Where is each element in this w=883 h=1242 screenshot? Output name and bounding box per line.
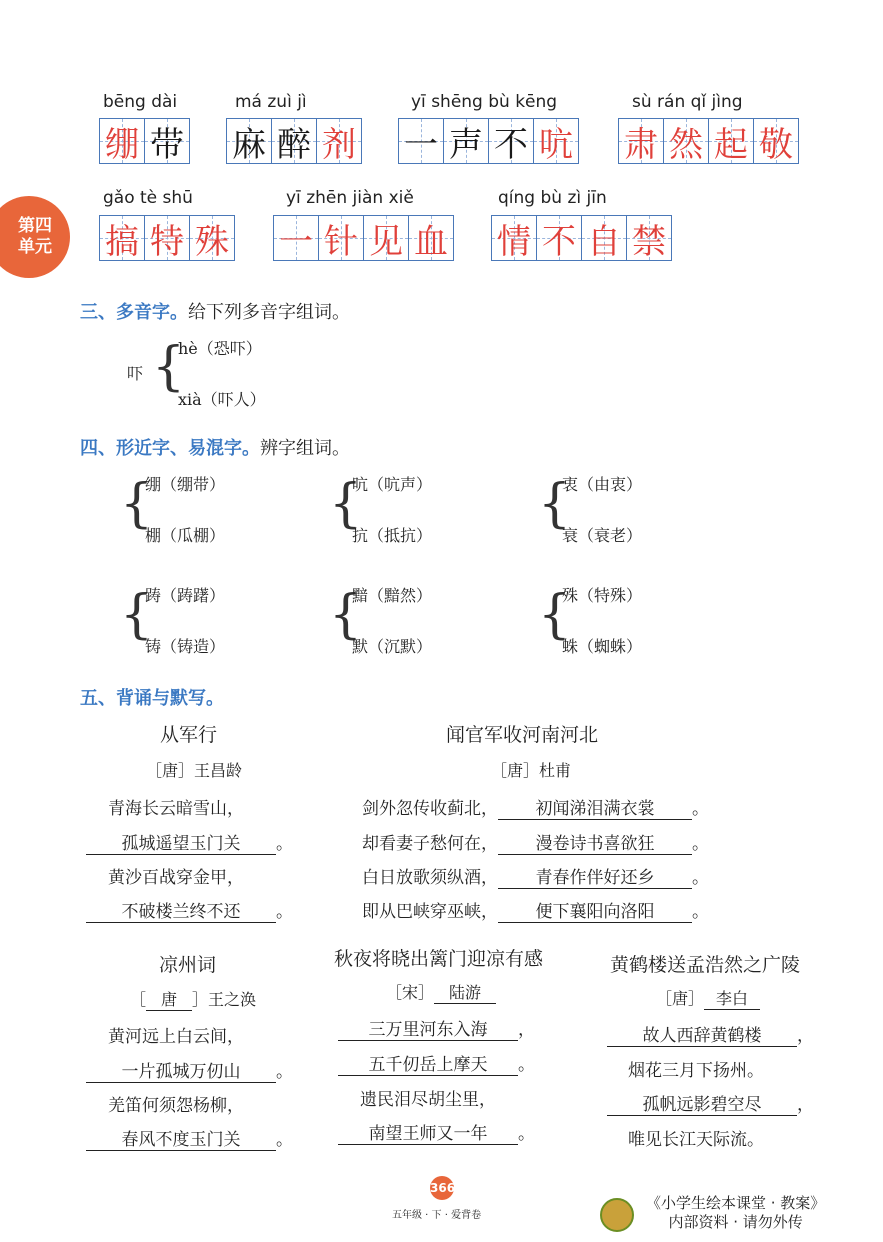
- pinyin-5: gǎo tè shū: [103, 188, 193, 208]
- poem-line: 白日放歌须纵酒， 青春作伴好还乡 。: [362, 863, 709, 889]
- word-item: 棚（瓜棚）: [145, 526, 226, 545]
- idiom-7: [491, 215, 671, 261]
- idiom-2: [226, 118, 361, 164]
- char-cell: 特: [144, 215, 190, 261]
- pinyin-7: qíng bù zì jīn: [498, 188, 607, 208]
- char-cell: 麻: [226, 118, 272, 164]
- pinyin-3: yī shēng bù kēng: [411, 92, 558, 112]
- section3-heading: 三、多音字。给下列多音字组词。: [80, 302, 350, 323]
- idiom-6: [273, 215, 453, 261]
- poem-line: 三万里河东入海 ，: [338, 1015, 535, 1041]
- char-cell: 一: [398, 118, 444, 164]
- char-cell: 自: [581, 215, 627, 261]
- poem-title: 闻官军收河南河北: [446, 724, 599, 746]
- poem-line: 南望王师又一年 。: [338, 1119, 535, 1145]
- char-cell: 针: [318, 215, 364, 261]
- poem-line: 烟花三月下扬州。: [628, 1061, 764, 1081]
- char-cell: 血: [408, 215, 454, 261]
- brand-logo-icon: [600, 1198, 634, 1232]
- poem-line: 却看妻子愁何在， 漫卷诗书喜欲狂 。: [362, 829, 709, 855]
- pinyin-2: má zuì jì: [235, 92, 307, 112]
- char-cell: 醉: [271, 118, 317, 164]
- pinyin-4: sù rán qǐ jìng: [632, 92, 743, 112]
- brace-icon: {: [329, 474, 363, 534]
- pinyin-6: yī zhēn jiàn xiě: [286, 188, 414, 208]
- poem-line: 五千仞岳上摩天 。: [338, 1050, 535, 1076]
- char-cell: 搞: [99, 215, 145, 261]
- char-cell: 绷: [99, 118, 145, 164]
- poem-line: 黄沙百战穿金甲，: [108, 868, 244, 888]
- char-cell: 殊: [189, 215, 235, 261]
- char-cell: 吭: [533, 118, 579, 164]
- poem-line: 孤城遥望玉门关 。: [86, 829, 293, 855]
- poem-title: 凉州词: [159, 954, 217, 976]
- word-item: 踌（踌躇）: [145, 586, 226, 605]
- poem-author: ［唐］ 李白: [656, 986, 760, 1010]
- page-number: 366: [430, 1176, 454, 1200]
- char-cell: 不: [488, 118, 534, 164]
- word-item: 衷（由衷）: [562, 475, 643, 494]
- poem-line: 一片孤城万仞山 。: [86, 1057, 293, 1083]
- poem-title: 秋夜将晓出篱门迎凉有感: [334, 948, 544, 970]
- polyphone-item: xià（吓人）: [178, 390, 266, 409]
- brace-icon: {: [538, 585, 572, 645]
- char-cell: 起: [708, 118, 754, 164]
- char-cell: 敬: [753, 118, 799, 164]
- char-cell: 一: [273, 215, 319, 261]
- char-cell: 声: [443, 118, 489, 164]
- pinyin-1: bēng dài: [103, 92, 178, 112]
- word-item: 殊（特殊）: [562, 586, 643, 605]
- word-item: 黯（黯然）: [352, 586, 433, 605]
- poem-line: 即从巴峡穿巫峡， 便下襄阳向洛阳 。: [362, 897, 709, 923]
- brace-icon: {: [152, 337, 186, 397]
- word-item: 衰（衰老）: [562, 526, 643, 545]
- poem-line: 羌笛何须怨杨柳，: [108, 1096, 244, 1116]
- poem-line: 春风不度玉门关 。: [86, 1125, 293, 1151]
- char-cell: 然: [663, 118, 709, 164]
- brace-icon: {: [120, 585, 154, 645]
- poem-author: ［ 唐 ］王之涣: [130, 987, 256, 1011]
- char-cell: 情: [491, 215, 537, 261]
- word-item: 吭（吭声）: [352, 475, 433, 494]
- idiom-3: [398, 118, 578, 164]
- poem-title: 从军行: [160, 724, 218, 746]
- poem-title: 黄鹤楼送孟浩然之广陵: [610, 954, 801, 976]
- char-cell: 肃: [618, 118, 664, 164]
- poem-line: 遗民泪尽胡尘里，: [360, 1090, 496, 1110]
- poem-author: ［唐］王昌龄: [146, 761, 243, 780]
- brace-icon: {: [538, 474, 572, 534]
- poem-line: 故人西辞黄鹤楼 ，: [607, 1021, 814, 1047]
- char-cell: 带: [144, 118, 190, 164]
- idiom-4: [618, 118, 798, 164]
- poem-line: 青海长云暗雪山，: [108, 799, 244, 819]
- poem-line: 不破楼兰终不还 。: [86, 897, 293, 923]
- footer-brand: 《小学生绘本课堂 · 教案》 内部资料 · 请勿外传: [646, 1194, 826, 1231]
- idiom-1: [99, 118, 189, 164]
- poem-line: 唯见长江天际流。: [628, 1130, 764, 1150]
- section4-heading: 四、形近字、易混字。辨字组词。: [80, 438, 350, 459]
- char-cell: 见: [363, 215, 409, 261]
- word-item: 默（沉默）: [352, 637, 433, 656]
- polyphone-item: hè（恐吓）: [178, 339, 262, 358]
- section5-heading: 五、背诵与默写。: [80, 688, 224, 709]
- word-item: 绷（绷带）: [145, 475, 226, 494]
- poem-line: 黄河远上白云间，: [108, 1027, 244, 1047]
- word-item: 蛛（蜘蛛）: [562, 637, 643, 656]
- poem-author: ［宋］ 陆游: [386, 980, 496, 1004]
- polyphone-char: 吓: [127, 364, 144, 383]
- brace-icon: {: [120, 474, 154, 534]
- poem-author: ［唐］杜甫: [491, 761, 572, 780]
- poem-line: 孤帆远影碧空尽 ，: [607, 1090, 814, 1116]
- idiom-5: [99, 215, 234, 261]
- char-cell: 禁: [626, 215, 672, 261]
- unit-tab: 第四 单元: [0, 196, 70, 278]
- word-item: 铸（铸造）: [145, 637, 226, 656]
- poem-line: 剑外忽传收蓟北， 初闻涕泪满衣裳 。: [362, 794, 709, 820]
- footer-grade: 五年级 · 下 · 爱背卷: [392, 1210, 482, 1221]
- brace-icon: {: [329, 585, 363, 645]
- char-cell: 不: [536, 215, 582, 261]
- char-cell: 剂: [316, 118, 362, 164]
- word-item: 抗（抵抗）: [352, 526, 433, 545]
